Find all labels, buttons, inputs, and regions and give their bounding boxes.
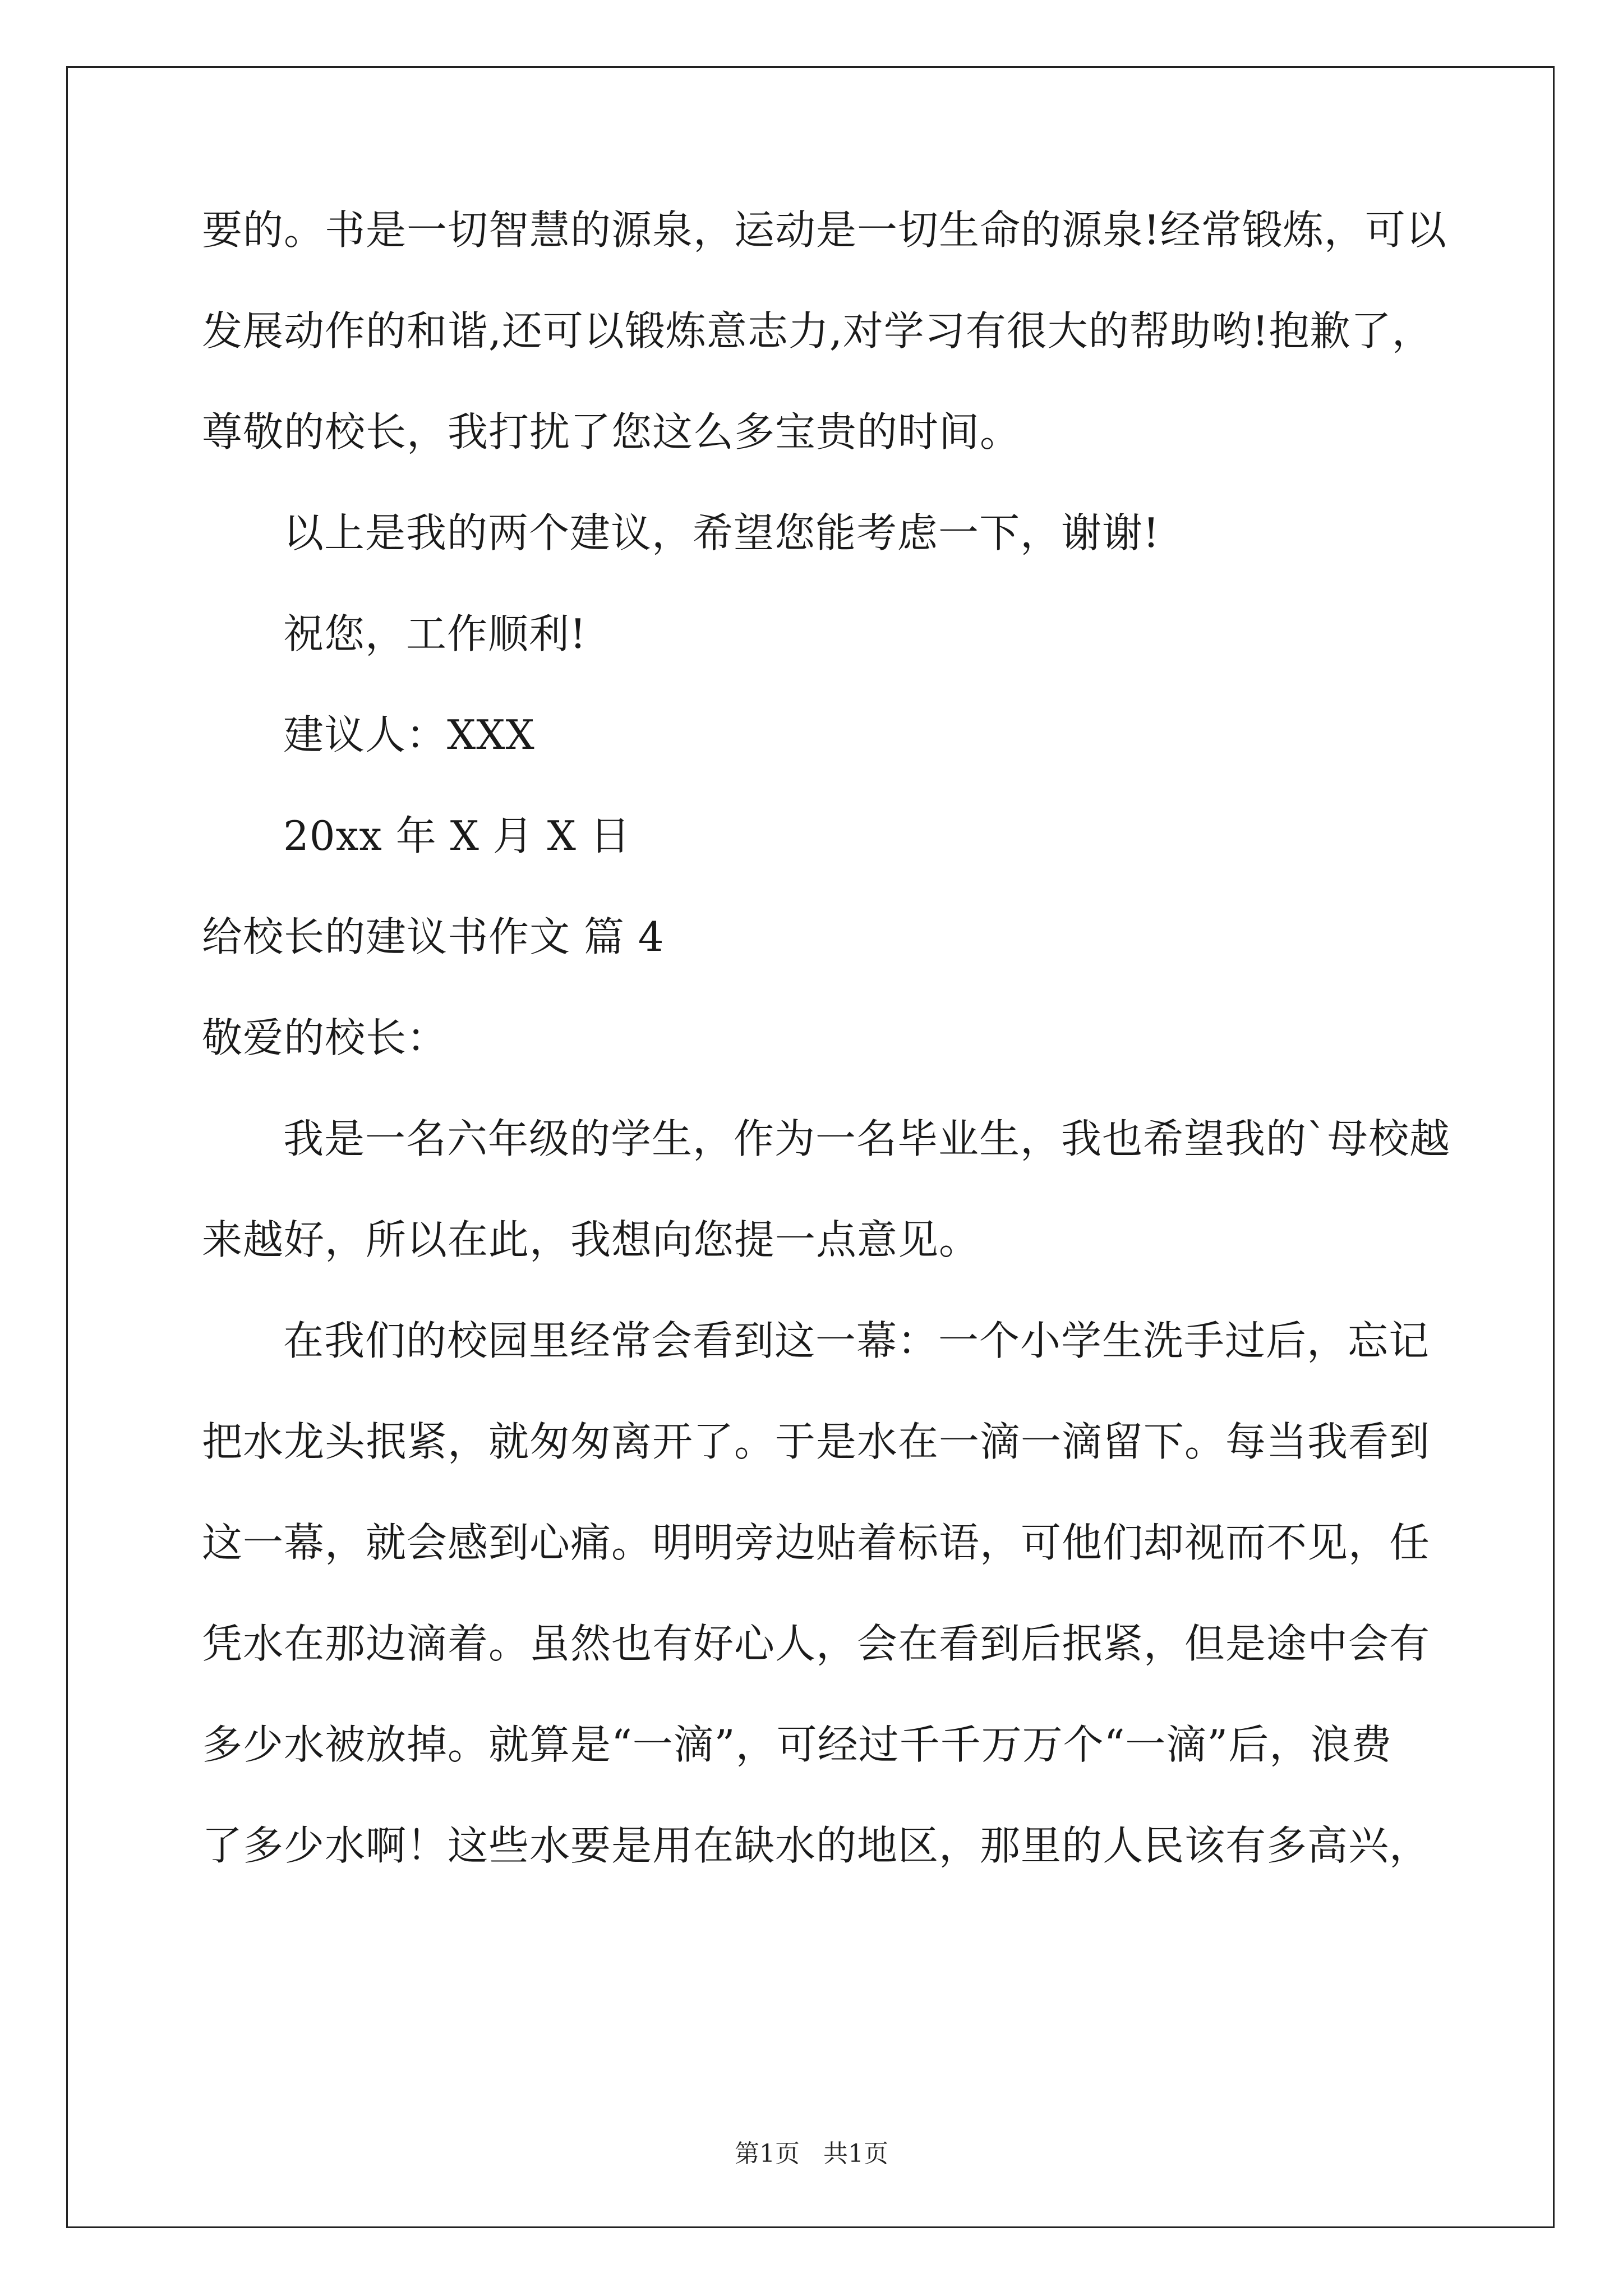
text-line: 了多少水啊！这些水要是用在缺水的地区，那里的人民该有多高兴， (202, 1822, 1431, 1869)
salutation: 敬爱的校长： (202, 1014, 448, 1061)
text-line: 20xx 年 X 月 X 日 (283, 812, 631, 859)
text-line: 来越好，所以在此，我想向您提一点意见。 (202, 1216, 980, 1263)
text-line: 凭水在那边滴着。虽然也有好心人，会在看到后抿紧，但是途中会有 (202, 1620, 1431, 1667)
text-line: 尊敬的校长，我打扰了您这么多宝贵的时间。 (202, 408, 1021, 455)
text-line: 把水龙头抿紧，就匆匆离开了。于是水在一滴一滴留下。每当我看到 (202, 1418, 1431, 1465)
text-line: 以上是我的两个建议，希望您能考虑一下，谢谢! (283, 509, 1160, 556)
page-footer: 第1页 共1页 (735, 2139, 888, 2168)
text-line: 建议人：XXX (283, 711, 535, 758)
text-line: 在我们的校园里经常会看到这一幕：一个小学生洗手过后，忘记 (283, 1317, 1430, 1364)
text-line: 这一幕，就会感到心痛。明明旁边贴着标语，可他们却视而不见，任 (202, 1519, 1431, 1566)
text-line: 我是一名六年级的学生，作为一名毕业生，我也希望我的`母校越 (283, 1115, 1451, 1162)
text-line: 要的。书是一切智慧的源泉，运动是一切生命的源泉!经常锻炼，可以 (202, 206, 1447, 254)
text-line: 多少水被放掉。就算是“一滴”，可经过千千万万个“一滴”后，浪费 (202, 1721, 1393, 1768)
text-line: 发展动作的和谐,还可以锻炼意志力,对学习有很大的帮助哟!抱歉了， (202, 307, 1433, 355)
text-line: 祝您，工作顺利! (283, 610, 587, 657)
section-heading: 给校长的建议书作文 篇 4 (202, 913, 665, 960)
